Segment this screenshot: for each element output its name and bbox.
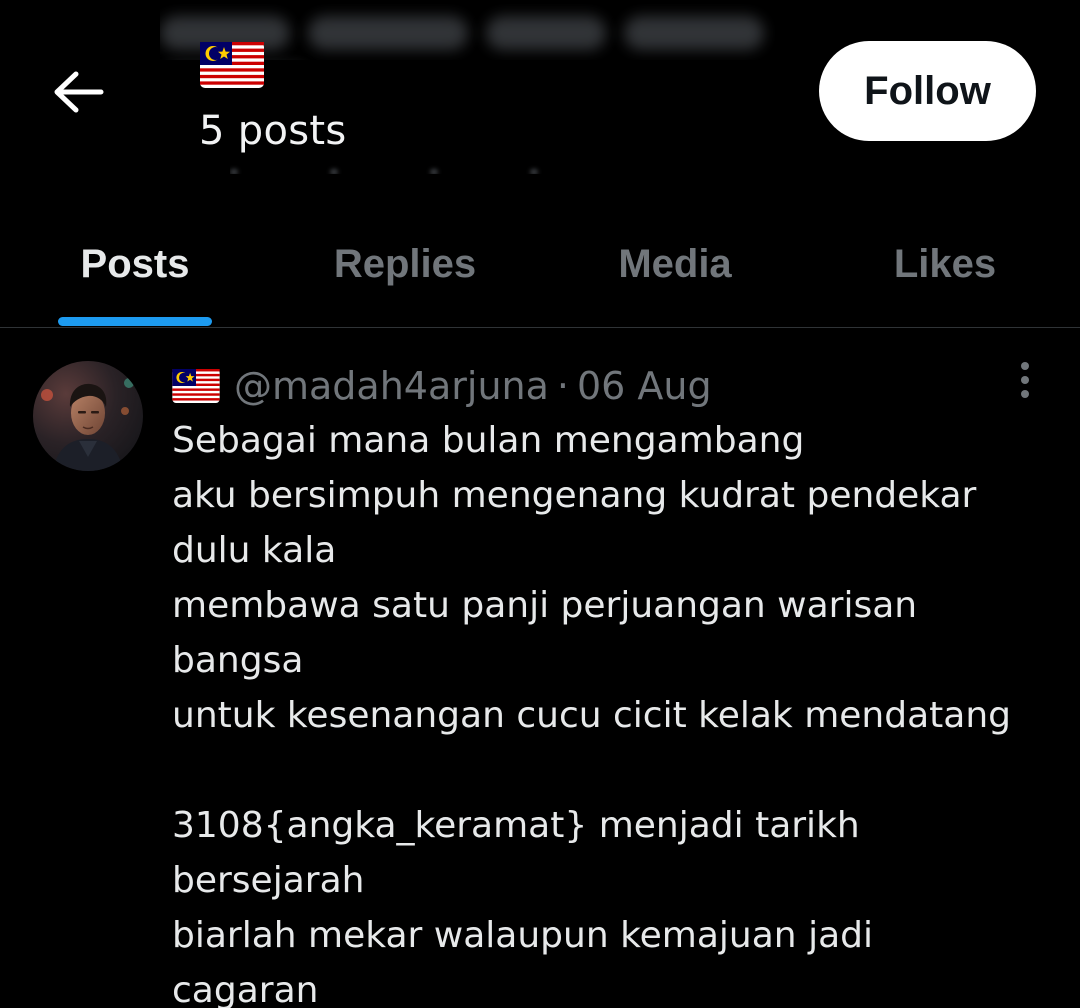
post-date[interactable]: 06 Aug xyxy=(577,364,712,408)
tab-label: Media xyxy=(618,242,732,286)
tab-replies[interactable] xyxy=(270,212,540,326)
tab-media[interactable] xyxy=(540,212,810,326)
post-text-line: dulu kala xyxy=(172,530,337,571)
malaysia-flag-icon xyxy=(172,369,220,403)
post-count: 5 posts xyxy=(199,108,347,154)
tab-posts[interactable] xyxy=(0,212,270,326)
tab-likes[interactable] xyxy=(810,212,1080,326)
post-header xyxy=(172,358,712,414)
tab-label: Likes xyxy=(893,242,997,286)
malaysia-flag-icon xyxy=(200,42,264,92)
active-tab-indicator xyxy=(58,317,212,326)
post-text-line: aku bersimpuh mengenang kudrat pendekar xyxy=(172,475,977,516)
post-text-line: cagaran xyxy=(172,970,319,1008)
back-button[interactable] xyxy=(40,62,116,122)
tab-label: Posts xyxy=(80,242,190,286)
avatar[interactable] xyxy=(33,361,143,471)
post-handle[interactable]: @madah4arjuna xyxy=(234,364,549,408)
profile-tabs xyxy=(0,212,1080,326)
profile-header xyxy=(0,0,1080,190)
post-text-line: Sebagai mana bulan mengambang xyxy=(172,420,805,461)
post-text-line: 3108{angka_keramat} menjadi tarikh xyxy=(172,805,860,846)
post-text-line: membawa satu panji perjuangan warisan xyxy=(172,585,918,626)
post-text-line: untuk kesenangan cucu cicit kelak mendatang xyxy=(172,695,1012,736)
post-text-blank-line xyxy=(172,743,1052,798)
more-vertical-icon xyxy=(1019,361,1031,399)
separator-dot: · xyxy=(556,364,569,408)
post-more-button[interactable] xyxy=(1005,358,1045,402)
arrow-left-icon xyxy=(52,70,104,114)
post-text-line: bangsa xyxy=(172,640,304,681)
blurred-header-title xyxy=(160,4,920,60)
post-item[interactable] xyxy=(0,328,1080,1008)
tab-label: Replies xyxy=(333,242,477,286)
post-text-line: biarlah mekar walaupun kemajuan jadi xyxy=(172,915,873,956)
post-text xyxy=(172,413,1052,1008)
blurred-header-subtitle xyxy=(230,160,690,174)
follow-button[interactable]: Follow xyxy=(819,41,1036,141)
post-text-line: bersejarah xyxy=(172,860,365,901)
